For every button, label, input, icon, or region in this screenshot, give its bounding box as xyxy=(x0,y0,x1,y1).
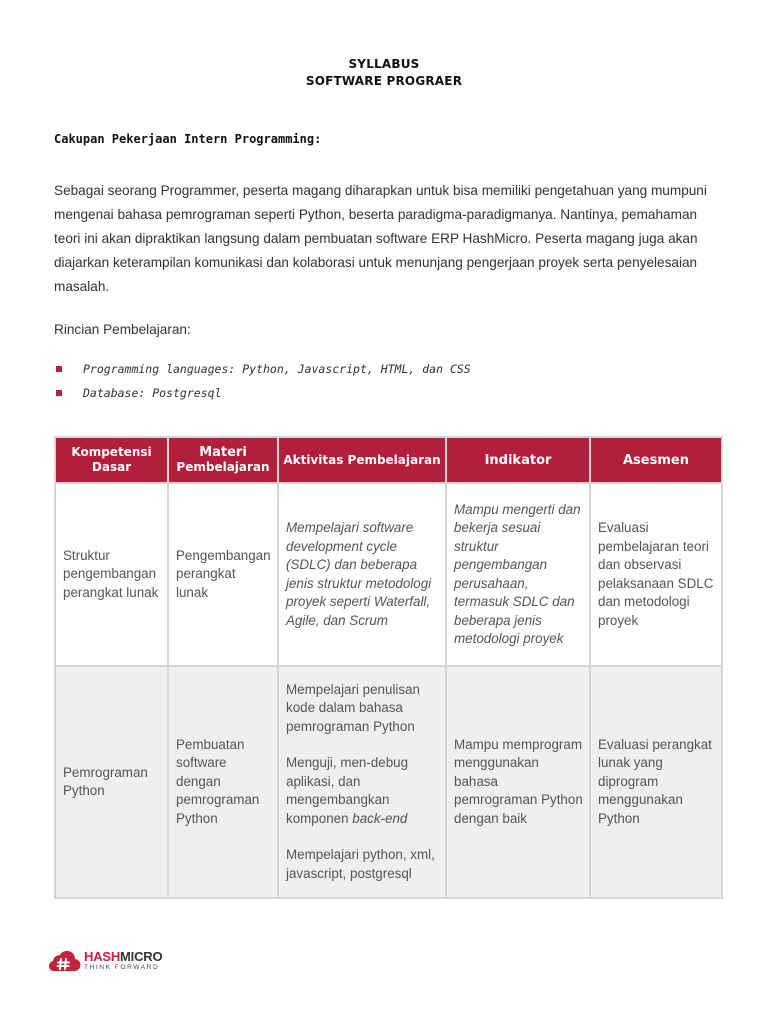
cell-aktivitas xyxy=(279,667,445,897)
square-bullet-icon xyxy=(56,366,62,372)
header-asesmen xyxy=(591,438,721,482)
aktivitas-backend-term: back-end xyxy=(352,810,408,826)
hashmicro-cloud-icon xyxy=(48,949,81,973)
list-item-text: Programming languages: Python, Javascript, HTML, dan CSS xyxy=(83,362,471,376)
rincian-label: Rincian Pembelajaran: xyxy=(54,322,191,337)
header-materi-line1: Materi xyxy=(199,445,247,460)
aktivitas-paragraph-2: Menguji, men-debug aplikasi, dan mengembangkan komponen xyxy=(286,755,409,826)
table-row xyxy=(56,484,721,665)
syllabus-table xyxy=(54,436,723,899)
doc-title: SYLLABUS xyxy=(348,57,420,71)
brand-tagline: THINK FORWARD xyxy=(84,964,160,971)
square-bullet-icon xyxy=(56,390,62,396)
cell-indikator: Mampu memprogram menggunakan bahasa pemrograman Python dengan baik xyxy=(447,667,589,897)
header-indikator xyxy=(447,438,589,482)
aktivitas-paragraph-3: Mempelajari python, xml, javascript, postgresql xyxy=(286,847,435,881)
hashmicro-logo xyxy=(48,949,162,973)
brand-name xyxy=(84,950,162,963)
header-indikator-label: Indikator xyxy=(484,452,552,468)
brand-hash: HASH xyxy=(84,949,121,964)
cell-kompetensi: Pemrograman Python xyxy=(56,667,167,897)
header-materi-line2: Pembelajaran xyxy=(176,460,270,474)
aktivitas-paragraph-1: Mempelajari penulisan kode dalam bahasa pemrograman Python xyxy=(286,681,420,734)
header-kompetensi-line1: Kompetensi xyxy=(71,445,152,459)
learning-list xyxy=(54,360,471,408)
cell-materi: Pengembangan perangkat lunak xyxy=(169,484,277,665)
header-materi xyxy=(169,438,277,482)
doc-subtitle: SOFTWARE PROGRAER xyxy=(305,74,463,88)
intro-paragraph: Sebagai seorang Programmer, peserta magang diharapkan untuk bisa memiliki pengetahuan yang mumpuni mengenai bahasa pemrograman seperti Python, beserta paradigma-paradigmanya. Nantinya, pemahaman teori ini akan dipraktikan langsung dalam pembuatan software ERP HashMicro. Peserta magang juga akan diajarkan keterampilan komunikasi dan kolaborasi untuk menunjang pengerjaan proyek serta penyelesaian masalah. xyxy=(54,183,707,294)
brand-micro: MICRO xyxy=(120,949,163,964)
cell-asesmen: Evaluasi perangkat lunak yang diprogram menggunakan Python xyxy=(591,667,721,897)
cell-materi: Pembuatan software dengan pemrograman Python xyxy=(169,667,277,897)
cell-kompetensi: Struktur pengembangan perangkat lunak xyxy=(56,484,167,665)
list-item-text: Database: Postgresql xyxy=(83,386,222,400)
cell-asesmen: Evaluasi pembelajaran teori dan observasi pelaksanaan SDLC dan metodologi proyek xyxy=(591,484,721,665)
cell-indikator: Mampu mengerti dan bekerja sesuai struktur pengembangan perusahaan, termasuk SDLC dan beberapa jenis metodologi proyek xyxy=(447,484,589,665)
header-kompetensi xyxy=(56,438,167,482)
list-item xyxy=(54,360,471,384)
logo-text xyxy=(84,950,162,972)
table-header-row xyxy=(56,438,721,482)
cell-aktivitas: Mempelajari software development cycle (SDLC) dan beberapa jenis struktur metodologi proyek seperti Waterfall, Agile, dan Scrum xyxy=(279,484,445,665)
header-kompetensi-line2: Dasar xyxy=(91,460,132,474)
section-heading: Cakupan Pekerjaan Intern Programming: xyxy=(54,132,322,146)
list-item xyxy=(54,384,471,408)
table-row xyxy=(56,667,721,897)
header-asesmen-label: Asesmen xyxy=(623,452,689,468)
header-aktivitas: Aktivitas Pembelajaran xyxy=(279,438,445,482)
